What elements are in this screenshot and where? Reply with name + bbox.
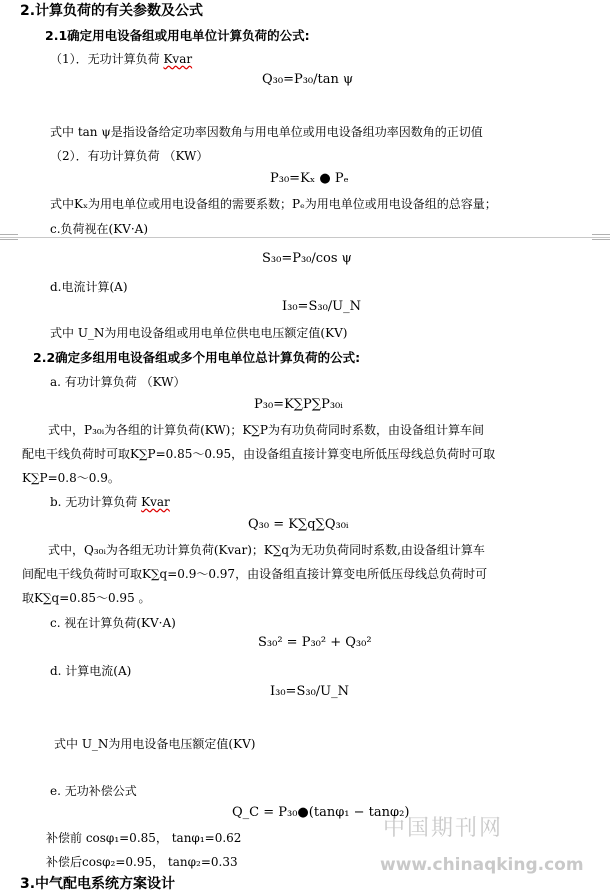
para-a-line-1: 式中，P₃₀ᵢ为各组的计算负荷(KW)；K∑P为有功负荷同时系数，由设备组计算车间: [48, 423, 484, 437]
item-b-unit: Kvar: [141, 495, 170, 509]
formula-s30: S₃₀=P₃₀/cos ψ: [262, 251, 352, 266]
item-d-current: d.电流计算(A): [50, 280, 128, 294]
formula-i30-2: I₃₀=S₃₀/U_N: [270, 684, 349, 699]
item-b-reactive-load: [50, 493, 170, 510]
note-un: 式中 U_N为用电设备组或用电单位供电电压额定值(KV): [50, 326, 348, 340]
item-c-apparent-calc: c. 视在计算负荷(KV·A): [50, 616, 176, 630]
page-margin-mark-right: [592, 234, 610, 240]
formula-s30-squared: S₃₀² = P₃₀² + Q₃₀²: [258, 635, 372, 650]
note-tan-psi: 式中 tan ψ是指设备给定功率因数角与用电单位或用电设备组功率因数角的正切值: [50, 125, 483, 139]
para-a-line-2: 配电干线负荷时可取K∑P=0.85～0.95，由设备组直接计算变电所低压母线总负荷时可取: [22, 447, 496, 461]
item-2-active-load: （2）．有功计算负荷 （KW）: [50, 149, 209, 163]
item-a-active-load: a. 有功计算负荷 （KW）: [50, 375, 186, 389]
item-1-prefix: （1）．无功计算负荷: [50, 52, 160, 66]
note-un-2: 式中 U_N为用电设备电压额定值(KV): [54, 737, 256, 751]
item-d-calc-current: d. 计算电流(A): [50, 664, 132, 678]
formula-p30-sum: P₃₀=K∑P∑P₃₀ᵢ: [254, 397, 343, 412]
section-2-2-title: 2.2确定多组用电设备组或多个用电单位总计算负荷的公式:: [33, 350, 361, 365]
before-compensation: 补偿前 cosφ₁=0.85， tanφ₁=0.62: [46, 831, 242, 845]
para-b-line-2: 间配电干线负荷时可取K∑q=0.9～0.97，由设备组直接计算变电所低压母线总负荷时可: [22, 567, 488, 581]
note-kx-pe: 式中Kₓ为用电单位或用电设备组的需要系数；Pₑ为用电单位或用电设备组的总容量；: [50, 197, 497, 211]
formula-i30: I₃₀=S₃₀/U_N: [282, 299, 361, 314]
para-b-line-3: 取K∑q=0.85～0.95 。: [22, 591, 151, 605]
formula-q30: Q₃₀=P₃₀/tan ψ: [262, 72, 354, 87]
item-c-apparent-load: c.负荷视在(KV·A): [50, 222, 149, 236]
item-e-compensation: e. 无功补偿公式: [50, 784, 137, 798]
section-2-1-title: 2.1确定用电设备组或用电单位计算负荷的公式:: [45, 28, 310, 43]
formula-q30-sum: Q₃₀ = K∑q∑Q₃₀ᵢ: [248, 517, 349, 532]
watermark-url: www.chinaqking.com: [380, 855, 584, 875]
after-compensation: 补偿后cosφ₂=0.95， tanφ₂=0.33: [46, 855, 238, 869]
item-1-reactive-load: [50, 50, 192, 67]
formula-p30: P₃₀=Kₓ ● Pₑ: [270, 171, 349, 186]
page-margin-mark-left: [0, 234, 18, 240]
formula-qc: Q_C = P₃₀●(tanφ₁ − tanφ₂): [232, 805, 410, 820]
para-b-line-1: 式中，Q₃₀ᵢ为各组无功计算负荷(Kvar)；K∑q为无功负荷同时系数,由设备组计算车: [48, 543, 485, 557]
section-2-title: 2.计算负荷的有关参数及公式: [20, 3, 204, 19]
next-section-heading: 3.中气配电系统方案设计: [20, 876, 176, 892]
watermark-cn: 中国期刊网: [383, 816, 504, 841]
page-separator: [0, 237, 610, 238]
item-b-prefix: b. 无功计算负荷: [50, 495, 138, 509]
item-1-unit: Kvar: [163, 52, 193, 66]
para-a-line-3: K∑P=0.8～0.9。: [22, 471, 120, 485]
